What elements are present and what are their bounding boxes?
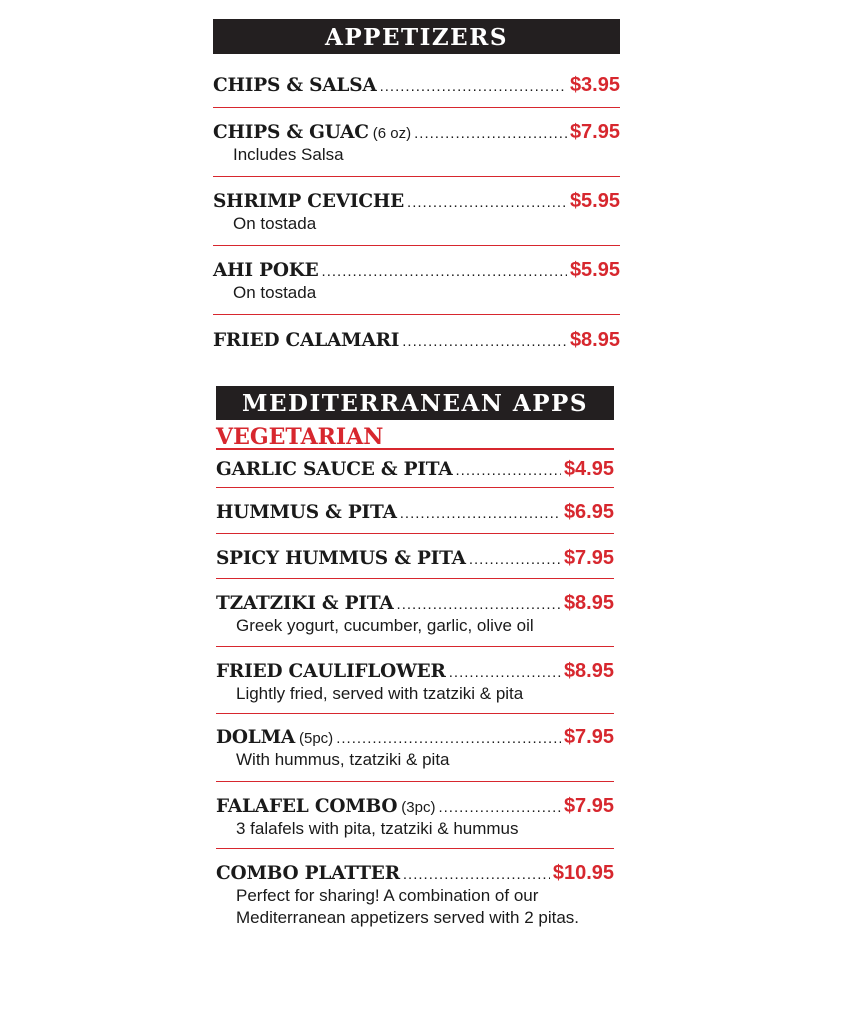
item-name: TZATZIKI & PITA bbox=[216, 593, 394, 614]
appetizers-heading: APPETIZERS bbox=[213, 19, 620, 54]
dot-leader bbox=[402, 330, 567, 354]
menu-item bbox=[213, 54, 620, 108]
item-price: $7.95 bbox=[563, 547, 614, 569]
item-description: 3 falafels with pita, tzatziki & hummus bbox=[236, 819, 519, 838]
dot-leader bbox=[449, 661, 561, 685]
dot-leader bbox=[407, 191, 567, 215]
menu-item bbox=[213, 108, 620, 177]
item-description: With hummus, tzatziki & pita bbox=[236, 750, 450, 769]
menu-item bbox=[213, 246, 620, 315]
menu-item bbox=[216, 714, 614, 782]
item-price: $8.95 bbox=[563, 660, 614, 682]
dot-leader bbox=[469, 548, 561, 572]
dot-leader bbox=[438, 796, 560, 820]
menu-item bbox=[216, 579, 614, 647]
item-description: On tostada bbox=[233, 214, 317, 233]
item-name: HUMMUS & PITA bbox=[216, 502, 397, 523]
item-price: $8.95 bbox=[563, 592, 614, 614]
dot-leader bbox=[403, 863, 550, 887]
menu-item bbox=[216, 450, 614, 488]
item-price: $5.95 bbox=[569, 259, 620, 281]
item-name: GARLIC SAUCE & PITA bbox=[216, 459, 453, 480]
item-name: FRIED CALAMARI bbox=[213, 330, 400, 351]
dot-leader bbox=[400, 502, 561, 526]
dot-leader bbox=[322, 260, 567, 284]
item-name: CHIPS & SALSA bbox=[213, 75, 377, 96]
item-name: CHIPS & GUAC bbox=[213, 122, 369, 143]
dot-leader bbox=[397, 593, 561, 617]
mediterranean-heading: MEDITERRANEAN APPS bbox=[216, 386, 614, 420]
menu-item bbox=[216, 782, 614, 849]
item-price: $8.95 bbox=[569, 329, 620, 351]
item-quantity: (5pc) bbox=[299, 730, 334, 747]
item-name: DOLMA bbox=[216, 727, 295, 748]
item-price: $7.95 bbox=[563, 726, 614, 748]
item-name: SHRIMP CEVICHE bbox=[213, 191, 405, 212]
appetizers-section bbox=[213, 19, 620, 361]
item-name: AHI POKE bbox=[213, 260, 319, 281]
item-price: $7.95 bbox=[569, 121, 620, 143]
item-price: $10.95 bbox=[552, 862, 614, 884]
dot-leader bbox=[414, 122, 567, 146]
menu-item bbox=[213, 315, 620, 361]
item-name: SPICY HUMMUS & PITA bbox=[216, 548, 466, 569]
menu-item bbox=[216, 488, 614, 534]
dot-leader bbox=[336, 727, 561, 751]
item-name: COMBO PLATTER bbox=[216, 863, 400, 884]
item-quantity: (6 oz) bbox=[372, 125, 412, 142]
vegetarian-subheading: VEGETARIAN bbox=[216, 420, 614, 450]
item-name: FALAFEL COMBO bbox=[216, 796, 398, 817]
item-description: Includes Salsa bbox=[233, 145, 344, 164]
menu-item bbox=[213, 177, 620, 246]
item-description: Lightly fried, served with tzatziki & pita bbox=[236, 684, 524, 703]
item-name: FRIED CAULIFLOWER bbox=[216, 661, 446, 682]
item-description: On tostada bbox=[233, 283, 317, 302]
menu-item bbox=[216, 849, 614, 959]
item-price: $4.95 bbox=[563, 458, 614, 480]
item-description: Perfect for sharing! A combination of our Mediterranean appetizers served with 2 pitas. bbox=[236, 886, 580, 927]
menu-item bbox=[216, 647, 614, 714]
menu-item bbox=[216, 534, 614, 579]
item-quantity: (3pc) bbox=[401, 799, 436, 816]
item-price: $3.95 bbox=[569, 74, 620, 96]
item-price: $7.95 bbox=[563, 795, 614, 817]
item-price: $5.95 bbox=[569, 190, 620, 212]
mediterranean-section bbox=[216, 386, 614, 959]
dot-leader bbox=[380, 75, 567, 99]
item-price: $6.95 bbox=[563, 501, 614, 523]
dot-leader bbox=[455, 459, 560, 483]
item-description: Greek yogurt, cucumber, garlic, olive oil bbox=[236, 616, 534, 635]
